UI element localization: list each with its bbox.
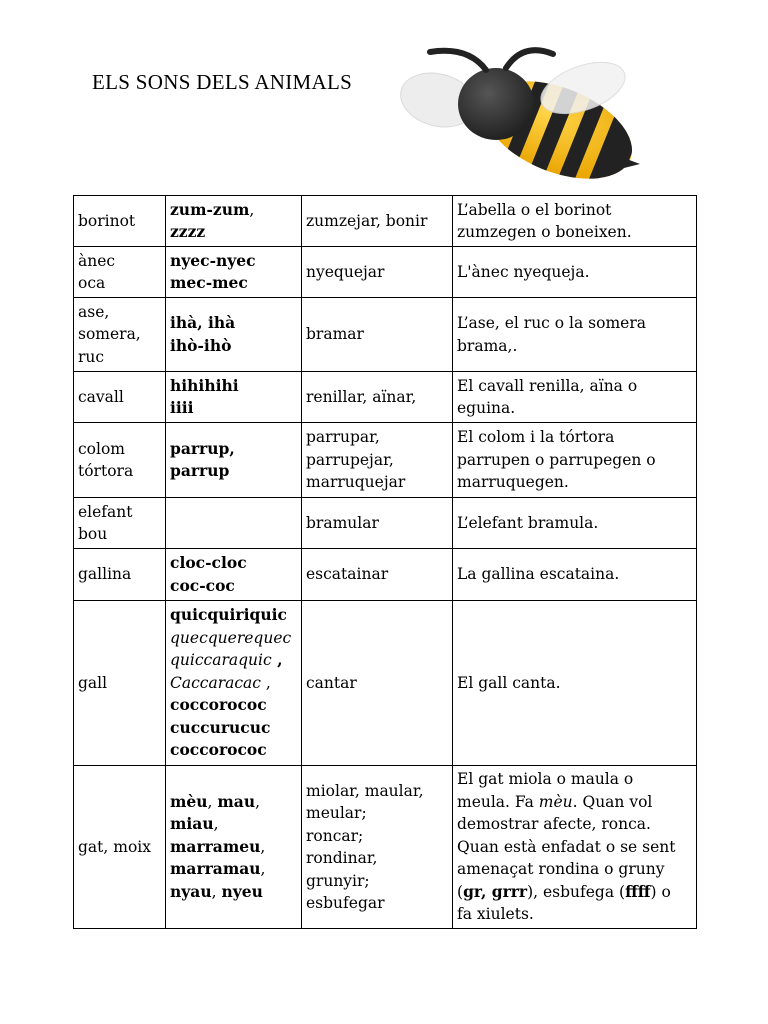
sentence-cell — [453, 601, 697, 766]
animal-name: bou — [78, 525, 108, 543]
verb-text: rondinar, — [306, 849, 378, 867]
sound-text — [170, 813, 297, 836]
sound-text-segment: coc-coc — [170, 575, 235, 595]
sound-text-segment: nyeu — [221, 881, 263, 901]
sentence-cell — [453, 247, 697, 298]
verb-text: bramular — [306, 513, 379, 532]
verb-text: esbufegar — [306, 894, 385, 912]
sentence-text — [457, 903, 692, 926]
sound-text-segment: , — [260, 837, 266, 856]
sound-text-segment: , — [260, 860, 266, 879]
sentence-text-segment: El gall canta. — [457, 673, 561, 692]
sentence-cell — [453, 766, 697, 929]
verb-cell — [302, 372, 453, 423]
sentence-text-segment: amenaçat rondina o gruny — [457, 860, 665, 879]
sound-text — [170, 881, 297, 904]
verb-text: grunyir; — [306, 871, 370, 890]
animal-name: oca — [78, 274, 106, 292]
sentence-text-segment: mèu — [538, 792, 573, 811]
sound-cell — [166, 423, 302, 498]
animal-cell — [74, 196, 166, 247]
sentence-text — [457, 397, 692, 420]
sound-cell — [166, 549, 302, 601]
sound-text-segment: cloc-cloc — [170, 553, 247, 572]
sentence-cell — [453, 549, 697, 601]
sound-text-segment: mau — [217, 791, 256, 811]
verb-cell — [302, 766, 453, 929]
sound-text — [170, 199, 297, 222]
sound-text-segment: ihò-ihò — [170, 335, 232, 355]
animal-name: elefant — [78, 502, 133, 521]
sentence-text — [457, 335, 692, 358]
table-row — [74, 601, 697, 766]
sound-text-segment: coccorococ — [170, 695, 267, 715]
animal-name: gallina — [78, 565, 132, 584]
sound-text-segment: ihà, ihà — [170, 313, 236, 332]
verb-text: parrupejar, — [306, 450, 394, 469]
sound-text — [170, 335, 297, 358]
sentence-text — [457, 563, 692, 586]
animal-name: cavall — [78, 387, 124, 406]
animal-name: tórtora — [78, 462, 134, 480]
verb-cell — [302, 423, 453, 498]
sentence-text — [457, 199, 692, 222]
sound-text-segment: quicquiriquic — [170, 605, 287, 625]
sound-text-segment: quecquerequec — [170, 628, 292, 647]
animal-sounds-table — [73, 195, 697, 929]
table-row — [74, 498, 697, 549]
sentence-text-segment: La gallina escataina. — [457, 565, 620, 584]
sound-text-segment: , — [213, 815, 219, 834]
sentence-text — [457, 858, 692, 881]
sentence-cell — [453, 498, 697, 549]
sound-text — [170, 858, 297, 881]
animal-cell — [74, 298, 166, 372]
sentence-text — [457, 768, 692, 791]
sentence-text-segment: gr, grrr — [463, 881, 528, 901]
table-row — [74, 298, 697, 372]
sentence-text-segment: L’ase, el ruc o la somera — [457, 314, 646, 332]
sentence-text — [457, 261, 692, 284]
sound-text-segment: coccorococ — [170, 740, 267, 760]
sentence-text-segment: ffff — [625, 881, 651, 901]
sound-text-segment: , — [207, 792, 218, 811]
sentence-text-segment: demostrar afecte, ronca. — [457, 815, 651, 834]
sound-text — [170, 552, 297, 575]
animal-name: ase, — [78, 302, 110, 321]
verb-cell — [302, 498, 453, 549]
animal-cell — [74, 423, 166, 498]
bee-icon — [398, 40, 646, 180]
sound-text — [170, 575, 297, 598]
table-row — [74, 196, 697, 247]
sentence-text-segment: L’abella o el borinot — [457, 200, 612, 219]
sentence-text — [457, 512, 692, 535]
table-row — [74, 549, 697, 601]
sound-text — [170, 717, 297, 740]
sound-text — [170, 739, 297, 762]
verb-text: nyequejar — [306, 262, 385, 281]
verb-cell — [302, 298, 453, 372]
sound-cell — [166, 298, 302, 372]
sound-text — [170, 460, 297, 483]
table-row — [74, 247, 697, 298]
table-row — [74, 372, 697, 423]
sound-text — [170, 649, 297, 672]
animal-cell — [74, 549, 166, 601]
table-row — [74, 423, 697, 498]
sound-text-segment: mèu — [170, 791, 208, 811]
sound-text-segment: quiccaraquic — [170, 651, 272, 670]
sentence-text-segment: L'ànec nyequeja. — [457, 262, 590, 281]
sound-text-segment: mec-mec — [170, 273, 248, 292]
sound-text — [170, 672, 297, 695]
sound-cell — [166, 766, 302, 929]
sound-text-segment: zzzz — [170, 222, 206, 241]
sound-text-segment: parrup, — [170, 438, 235, 458]
sound-text — [170, 438, 297, 461]
sentence-text-segment: . Quan vol — [572, 792, 653, 811]
sound-text-segment: Caccaracac — [170, 673, 261, 692]
sound-text-segment: marramau — [170, 859, 261, 879]
sound-text-segment: , — [255, 792, 261, 811]
sentence-text-segment: fa xiulets. — [457, 905, 534, 924]
verb-text: meular; — [306, 804, 367, 822]
sound-text-segment: nyec-nyec — [170, 250, 256, 270]
sound-text — [170, 272, 297, 295]
verb-text: cantar — [306, 673, 357, 692]
verb-text: roncar; — [306, 826, 364, 845]
sound-text — [170, 836, 297, 859]
sentence-text-segment: zumzegen o boneixen. — [457, 223, 632, 241]
animal-cell — [74, 601, 166, 766]
animal-name: gat, moix — [78, 837, 151, 856]
sound-text — [170, 604, 297, 627]
sentence-text-segment: L’elefant bramula. — [457, 513, 599, 532]
sound-text — [170, 694, 297, 717]
sound-text-segment: , — [271, 650, 283, 670]
sound-cell — [166, 601, 302, 766]
sentence-cell — [453, 372, 697, 423]
animal-name: somera, — [78, 325, 141, 344]
page-title: ELS SONS DELS ANIMALS — [92, 70, 353, 94]
sound-text-segment: parrup — [170, 461, 230, 480]
sound-text-segment: nyau — [170, 881, 212, 901]
verb-cell — [302, 601, 453, 766]
sentence-text — [457, 791, 692, 814]
sound-text-segment: zum-zum — [170, 199, 250, 219]
animal-cell — [74, 498, 166, 549]
sentence-text-segment: marruquegen. — [457, 473, 569, 492]
sentence-text-segment: ) o — [650, 882, 671, 901]
verb-text: zumzejar, bonir — [306, 211, 428, 230]
sentence-text — [457, 312, 692, 335]
animal-cell — [74, 766, 166, 929]
sound-text-segment: , — [249, 200, 255, 219]
sound-text-segment: iiii — [170, 398, 194, 417]
sound-text — [170, 312, 297, 335]
sound-text-segment: cuccurucuc — [170, 717, 271, 737]
sound-text — [170, 397, 297, 420]
sentence-text-segment: ), esbufega ( — [527, 882, 626, 901]
sentence-cell — [453, 298, 697, 372]
sound-text — [170, 221, 297, 244]
sound-cell — [166, 196, 302, 247]
sound-text — [170, 375, 297, 398]
sentence-text — [457, 813, 692, 836]
verb-cell — [302, 196, 453, 247]
sentence-text-segment: Quan està enfadat o se sent — [457, 837, 676, 856]
sentence-cell — [453, 196, 697, 247]
sentence-text — [457, 471, 692, 494]
animal-name: ruc — [78, 347, 105, 366]
verb-cell — [302, 247, 453, 298]
sound-text-segment: miau — [170, 814, 214, 834]
sentence-text — [457, 426, 692, 449]
sound-cell — [166, 247, 302, 298]
sentence-text — [457, 836, 692, 859]
sentence-text-segment: meula. Fa — [457, 792, 539, 811]
animal-cell — [74, 372, 166, 423]
sentence-text-segment: El gat miola o maula o — [457, 770, 634, 789]
animal-name: ànec — [78, 251, 116, 270]
sound-text — [170, 791, 297, 814]
sentence-text-segment: ( — [457, 882, 464, 901]
sentence-text-segment: El colom i la tórtora — [457, 428, 615, 447]
sound-text-segment: marrameu — [170, 836, 261, 856]
verb-text: miolar, maular, — [306, 781, 424, 800]
sentence-text-segment: El cavall renilla, aïna o — [457, 376, 638, 395]
sound-cell — [166, 372, 302, 423]
sentence-text — [457, 375, 692, 398]
sentence-text — [457, 881, 692, 904]
sound-text — [170, 627, 297, 650]
sentence-text-segment: parrupen o parrupegen o — [457, 450, 656, 469]
sound-text-segment: hihihihi — [170, 375, 239, 395]
sound-text-segment: , — [211, 882, 222, 901]
sentence-text — [457, 672, 692, 695]
sound-text — [170, 250, 297, 273]
sentence-text — [457, 221, 692, 244]
sentence-text — [457, 449, 692, 472]
verb-text: escatainar — [306, 565, 389, 584]
animal-name: gall — [78, 673, 108, 692]
table-row — [74, 766, 697, 929]
sentence-cell — [453, 423, 697, 498]
sound-cell — [166, 498, 302, 549]
verb-text: parrupar, — [306, 428, 380, 447]
sentence-text-segment: brama,. — [457, 336, 518, 355]
verb-text: bramar — [306, 325, 364, 344]
sound-text-segment: , — [260, 673, 271, 692]
verb-text: marruquejar — [306, 473, 406, 492]
verb-text: renillar, aïnar, — [306, 387, 417, 406]
animal-name: borinot — [78, 211, 136, 230]
animal-name: colom — [78, 439, 125, 458]
verb-cell — [302, 549, 453, 601]
sentence-text-segment: eguina. — [457, 399, 516, 417]
animal-cell — [74, 247, 166, 298]
